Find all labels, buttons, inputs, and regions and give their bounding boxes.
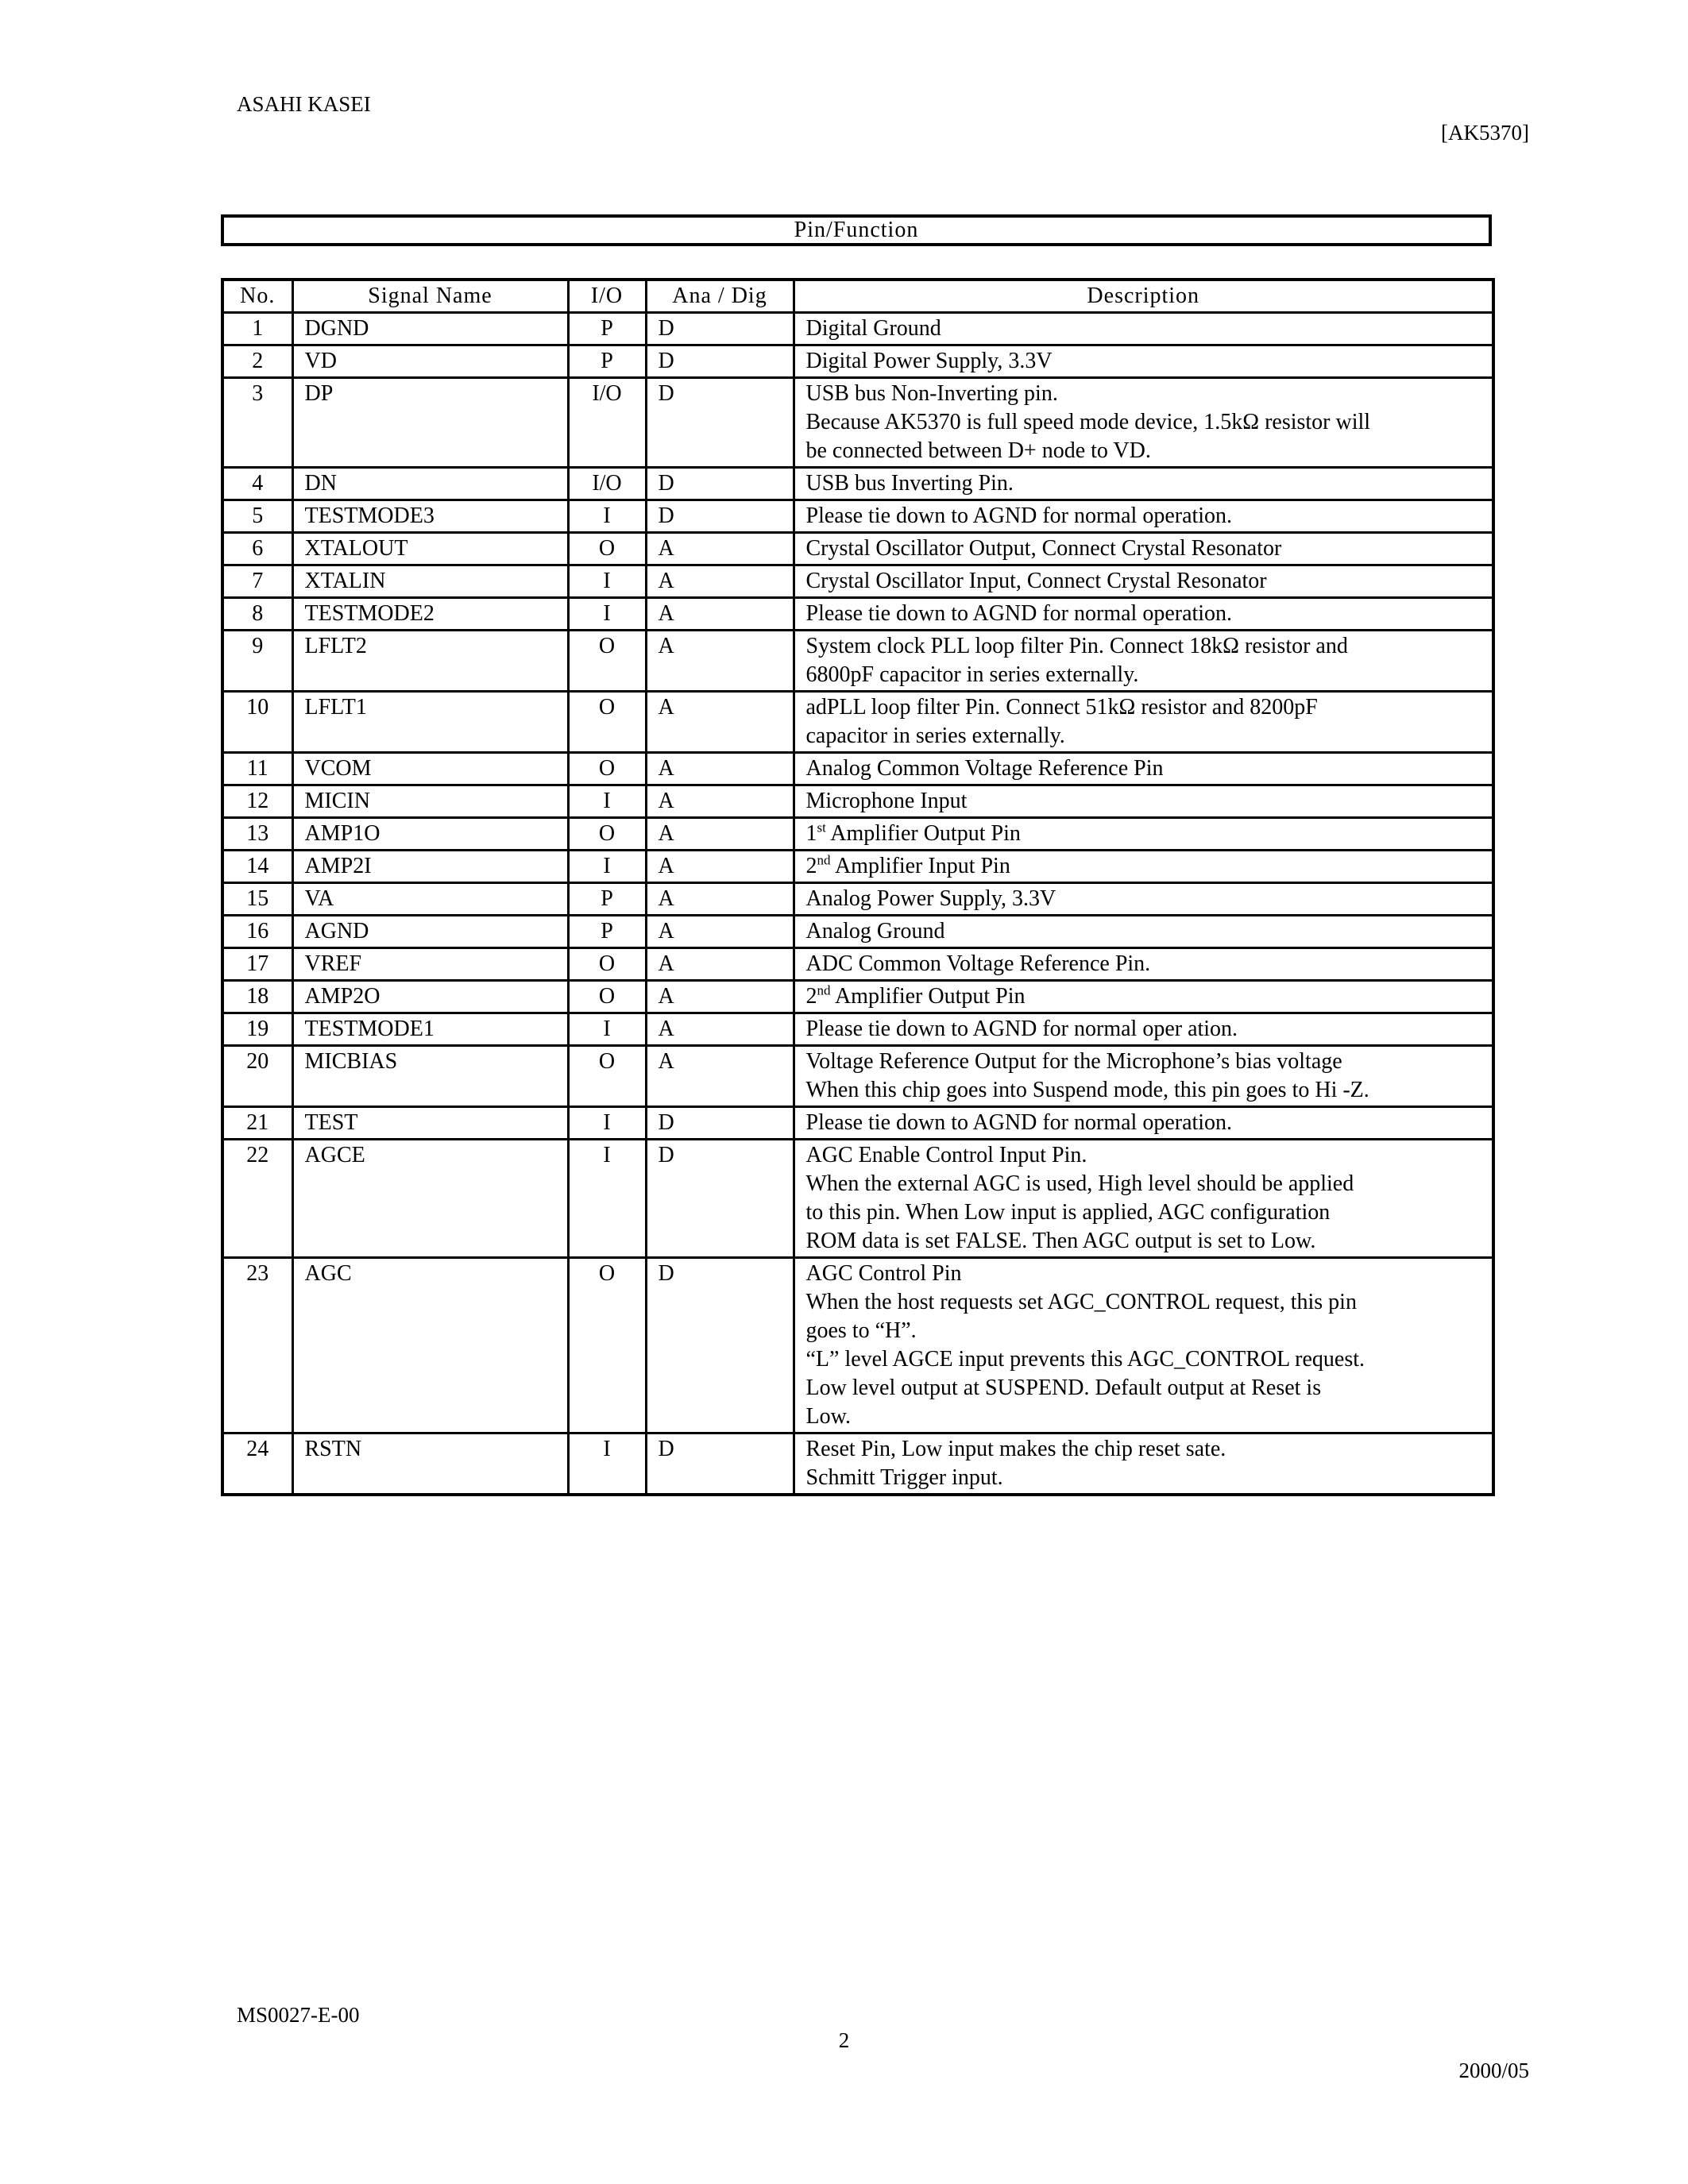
pin-description bbox=[794, 981, 1493, 1013]
description-pre: 2 bbox=[805, 854, 817, 878]
pin-description bbox=[794, 916, 1493, 948]
col-header-ana-dig: Ana / Dig bbox=[646, 280, 794, 313]
pin-description bbox=[794, 468, 1493, 500]
pin-number: 14 bbox=[222, 851, 292, 883]
pin-number: 13 bbox=[222, 818, 292, 851]
signal-name: AGND bbox=[292, 916, 568, 948]
table-row bbox=[222, 1107, 1493, 1140]
pin-description bbox=[794, 533, 1493, 565]
pin-number: 5 bbox=[222, 500, 292, 533]
io-type: I bbox=[568, 851, 646, 883]
analog-digital: D bbox=[646, 1258, 794, 1433]
description-line: Reset Pin, Low input makes the chip reset sate. bbox=[805, 1437, 1226, 1461]
io-type: O bbox=[568, 753, 646, 785]
analog-digital: A bbox=[646, 818, 794, 851]
analog-digital: D bbox=[646, 313, 794, 345]
io-type: P bbox=[568, 883, 646, 916]
analog-digital: A bbox=[646, 565, 794, 598]
table-row bbox=[222, 981, 1493, 1013]
description-line: USB bus Inverting Pin. bbox=[805, 471, 1014, 496]
col-header-io: I/O bbox=[568, 280, 646, 313]
section-title-text: Pin/Function bbox=[794, 218, 919, 242]
table-row bbox=[222, 1140, 1493, 1258]
description-line: Please tie down to AGND for normal operation. bbox=[805, 1110, 1233, 1135]
signal-name: VA bbox=[292, 883, 568, 916]
io-type: I bbox=[568, 598, 646, 631]
description-line: Digital Ground bbox=[805, 316, 941, 341]
description-post: Amplifier Output Pin bbox=[830, 984, 1026, 1009]
io-type: I/O bbox=[568, 468, 646, 500]
description-line: Because AK5370 is full speed mode device, 1.5kΩ resistor will bbox=[805, 410, 1371, 434]
analog-digital: D bbox=[646, 1140, 794, 1258]
description-line: ADC Common Voltage Reference Pin. bbox=[805, 951, 1151, 976]
signal-name: TESTMODE2 bbox=[292, 598, 568, 631]
description-pre: 2 bbox=[805, 984, 817, 1009]
pin-description bbox=[794, 1013, 1493, 1046]
io-type: I bbox=[568, 1013, 646, 1046]
pin-description bbox=[794, 378, 1493, 468]
io-type: I bbox=[568, 1140, 646, 1258]
pin-description bbox=[794, 1140, 1493, 1258]
pin-number: 18 bbox=[222, 981, 292, 1013]
pin-number: 9 bbox=[222, 631, 292, 692]
table-row bbox=[222, 753, 1493, 785]
description-post: Amplifier Input Pin bbox=[830, 854, 1010, 878]
analog-digital: A bbox=[646, 631, 794, 692]
signal-name: DGND bbox=[292, 313, 568, 345]
description-line: Please tie down to AGND for normal oper ation. bbox=[805, 1017, 1238, 1041]
description-line: goes to “H”. bbox=[805, 1318, 917, 1343]
analog-digital: A bbox=[646, 981, 794, 1013]
signal-name: AMP2O bbox=[292, 981, 568, 1013]
io-type: I bbox=[568, 785, 646, 818]
io-type: I/O bbox=[568, 378, 646, 468]
table-row bbox=[222, 916, 1493, 948]
table-body bbox=[222, 313, 1493, 1495]
pin-number: 20 bbox=[222, 1046, 292, 1107]
description-line bbox=[806, 820, 1481, 848]
description-line: When the external AGC is used, High level should be applied bbox=[805, 1171, 1354, 1196]
description-line: adPLL loop filter Pin. Connect 51kΩ resistor and 8200pF bbox=[805, 695, 1318, 720]
io-type: P bbox=[568, 345, 646, 378]
pin-number: 11 bbox=[222, 753, 292, 785]
io-type: O bbox=[568, 818, 646, 851]
analog-digital: D bbox=[646, 468, 794, 500]
pin-description bbox=[794, 1107, 1493, 1140]
analog-digital: A bbox=[646, 948, 794, 981]
table-row bbox=[222, 692, 1493, 753]
pin-description bbox=[794, 565, 1493, 598]
description-post: Amplifier Output Pin bbox=[825, 821, 1021, 846]
section-title bbox=[221, 214, 1492, 246]
pin-number: 12 bbox=[222, 785, 292, 818]
pin-number: 1 bbox=[222, 313, 292, 345]
pin-number: 6 bbox=[222, 533, 292, 565]
document-id: MS0027-E-00 bbox=[237, 2003, 360, 2027]
analog-digital: D bbox=[646, 500, 794, 533]
pin-number: 22 bbox=[222, 1140, 292, 1258]
description-line: Schmitt Trigger input. bbox=[805, 1465, 1003, 1490]
pin-number: 15 bbox=[222, 883, 292, 916]
table-row bbox=[222, 378, 1493, 468]
pin-number: 3 bbox=[222, 378, 292, 468]
table-row bbox=[222, 883, 1493, 916]
table-row bbox=[222, 1013, 1493, 1046]
pin-description bbox=[794, 692, 1493, 753]
analog-digital: A bbox=[646, 1046, 794, 1107]
pin-description bbox=[794, 818, 1493, 851]
io-type: O bbox=[568, 1046, 646, 1107]
description-line: capacitor in series externally. bbox=[805, 723, 1065, 748]
signal-name: DP bbox=[292, 378, 568, 468]
pin-description bbox=[794, 598, 1493, 631]
table-row bbox=[222, 500, 1493, 533]
table-row bbox=[222, 851, 1493, 883]
table-row bbox=[222, 948, 1493, 981]
description-line: to this pin. When Low input is applied, AGC configuration bbox=[805, 1200, 1331, 1225]
description-sup: nd bbox=[817, 982, 831, 998]
pin-description bbox=[794, 313, 1493, 345]
io-type: I bbox=[568, 1107, 646, 1140]
page-number: 2 bbox=[838, 2028, 850, 2052]
pin-number: 23 bbox=[222, 1258, 292, 1433]
description-line: ROM data is set FALSE. Then AGC output is set to Low. bbox=[805, 1229, 1316, 1253]
io-type: I bbox=[568, 565, 646, 598]
col-header-no: No. bbox=[222, 280, 292, 313]
analog-digital: A bbox=[646, 692, 794, 753]
analog-digital: A bbox=[646, 598, 794, 631]
pin-number: 10 bbox=[222, 692, 292, 753]
description-line bbox=[806, 852, 1481, 881]
signal-name: TESTMODE1 bbox=[292, 1013, 568, 1046]
io-type: O bbox=[568, 692, 646, 753]
part-number: [AK5370] bbox=[1441, 121, 1529, 145]
table-row bbox=[222, 1258, 1493, 1433]
description-line: Crystal Oscillator Input, Connect Crystal Resonator bbox=[805, 569, 1267, 593]
io-type: O bbox=[568, 1258, 646, 1433]
table-row bbox=[222, 533, 1493, 565]
signal-name: XTALIN bbox=[292, 565, 568, 598]
table-row bbox=[222, 565, 1493, 598]
description-line: 6800pF capacitor in series externally. bbox=[805, 662, 1139, 687]
table-row bbox=[222, 598, 1493, 631]
pin-description bbox=[794, 1258, 1493, 1433]
analog-digital: A bbox=[646, 883, 794, 916]
description-line: Voltage Reference Output for the Microphone’s bias voltage bbox=[805, 1049, 1342, 1074]
description-line: AGC Enable Control Input Pin. bbox=[805, 1143, 1087, 1167]
signal-name: VD bbox=[292, 345, 568, 378]
analog-digital: A bbox=[646, 533, 794, 565]
analog-digital: D bbox=[646, 1107, 794, 1140]
table-row bbox=[222, 313, 1493, 345]
signal-name: TESTMODE3 bbox=[292, 500, 568, 533]
pin-description bbox=[794, 1433, 1493, 1495]
signal-name: AMP1O bbox=[292, 818, 568, 851]
analog-digital: A bbox=[646, 916, 794, 948]
analog-digital: A bbox=[646, 785, 794, 818]
signal-name: VREF bbox=[292, 948, 568, 981]
description-line: Please tie down to AGND for normal operation. bbox=[805, 601, 1233, 626]
pin-description bbox=[794, 851, 1493, 883]
description-line: “L” level AGCE input prevents this AGC_CONTROL request. bbox=[805, 1347, 1365, 1372]
io-type: I bbox=[568, 500, 646, 533]
pin-number: 17 bbox=[222, 948, 292, 981]
io-type: P bbox=[568, 313, 646, 345]
signal-name: AGCE bbox=[292, 1140, 568, 1258]
pin-description bbox=[794, 1046, 1493, 1107]
signal-name: DN bbox=[292, 468, 568, 500]
signal-name: LFLT1 bbox=[292, 692, 568, 753]
pin-description bbox=[794, 631, 1493, 692]
description-line: Please tie down to AGND for normal operation. bbox=[805, 504, 1233, 528]
description-line: Low level output at SUSPEND. Default output at Reset is bbox=[805, 1376, 1322, 1400]
col-header-signal-name: Signal Name bbox=[292, 280, 568, 313]
description-line: Analog Common Voltage Reference Pin bbox=[805, 756, 1164, 781]
company-name: ASAHI KASEI bbox=[237, 92, 371, 116]
pin-description bbox=[794, 785, 1493, 818]
description-pre: 1 bbox=[805, 821, 817, 846]
col-header-description: Description bbox=[794, 280, 1493, 313]
description-line: Microphone Input bbox=[805, 789, 968, 813]
table-row bbox=[222, 1433, 1493, 1495]
pin-number: 21 bbox=[222, 1107, 292, 1140]
table-row bbox=[222, 345, 1493, 378]
signal-name: MICBIAS bbox=[292, 1046, 568, 1107]
io-type: O bbox=[568, 631, 646, 692]
description-line: USB bus Non-Inverting pin. bbox=[805, 381, 1058, 406]
table-row bbox=[222, 785, 1493, 818]
description-line: Low. bbox=[805, 1404, 852, 1429]
table-row bbox=[222, 1046, 1493, 1107]
description-sup: nd bbox=[817, 852, 831, 868]
pin-number: 2 bbox=[222, 345, 292, 378]
pin-number: 4 bbox=[222, 468, 292, 500]
pin-description bbox=[794, 345, 1493, 378]
io-type: O bbox=[568, 533, 646, 565]
table-row bbox=[222, 818, 1493, 851]
signal-name: VCOM bbox=[292, 753, 568, 785]
table-row bbox=[222, 468, 1493, 500]
analog-digital: A bbox=[646, 753, 794, 785]
description-line: When the host requests set AGC_CONTROL request, this pin bbox=[805, 1290, 1357, 1314]
description-line: Analog Power Supply, 3.3V bbox=[805, 886, 1056, 911]
description-line bbox=[806, 982, 1481, 1011]
pin-description bbox=[794, 948, 1493, 981]
table-header-row bbox=[222, 280, 1493, 313]
signal-name: RSTN bbox=[292, 1433, 568, 1495]
analog-digital: D bbox=[646, 378, 794, 468]
signal-name: MICIN bbox=[292, 785, 568, 818]
pin-number: 7 bbox=[222, 565, 292, 598]
pin-function-table bbox=[221, 278, 1495, 1496]
pin-number: 8 bbox=[222, 598, 292, 631]
document-date: 2000/05 bbox=[1458, 2059, 1529, 2082]
signal-name: LFLT2 bbox=[292, 631, 568, 692]
description-line: Digital Power Supply, 3.3V bbox=[805, 349, 1053, 373]
description-line: System clock PLL loop filter Pin. Connect 18kΩ resistor and bbox=[805, 634, 1348, 658]
analog-digital: A bbox=[646, 851, 794, 883]
signal-name: XTALOUT bbox=[292, 533, 568, 565]
pin-description bbox=[794, 500, 1493, 533]
signal-name: AMP2I bbox=[292, 851, 568, 883]
pin-number: 19 bbox=[222, 1013, 292, 1046]
analog-digital: A bbox=[646, 1013, 794, 1046]
io-type: P bbox=[568, 916, 646, 948]
description-sup: st bbox=[817, 820, 826, 835]
pin-description bbox=[794, 753, 1493, 785]
description-line: Crystal Oscillator Output, Connect Crystal Resonator bbox=[805, 536, 1282, 561]
io-type: I bbox=[568, 1433, 646, 1495]
pin-function-table-wrap bbox=[221, 278, 1492, 1496]
description-line: be connected between D+ node to VD. bbox=[805, 438, 1151, 463]
signal-name: TEST bbox=[292, 1107, 568, 1140]
analog-digital: D bbox=[646, 1433, 794, 1495]
pin-number: 24 bbox=[222, 1433, 292, 1495]
analog-digital: D bbox=[646, 345, 794, 378]
pin-number: 16 bbox=[222, 916, 292, 948]
io-type: O bbox=[568, 948, 646, 981]
table-row bbox=[222, 631, 1493, 692]
pin-description bbox=[794, 883, 1493, 916]
signal-name: AGC bbox=[292, 1258, 568, 1433]
description-line: AGC Control Pin bbox=[805, 1261, 962, 1286]
io-type: O bbox=[568, 981, 646, 1013]
description-line: When this chip goes into Suspend mode, this pin goes to Hi -Z. bbox=[805, 1078, 1369, 1102]
description-line: Analog Ground bbox=[805, 919, 945, 943]
